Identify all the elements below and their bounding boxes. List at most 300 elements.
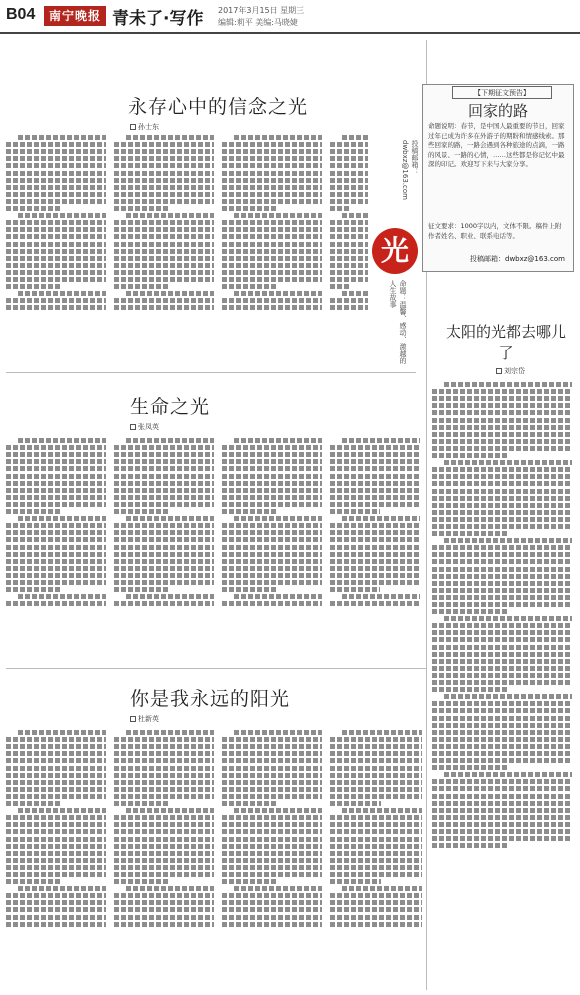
text-line	[330, 744, 422, 749]
text-line	[6, 552, 106, 557]
text-line	[222, 156, 322, 161]
text-line	[432, 602, 572, 607]
text-line	[432, 630, 572, 635]
text-line	[6, 178, 106, 183]
text-line	[6, 249, 106, 254]
text-line	[114, 220, 214, 225]
article-2-body-col2	[114, 436, 214, 662]
text-line	[222, 552, 322, 557]
text-line	[330, 815, 422, 820]
text-line	[330, 851, 422, 856]
text-line	[222, 587, 277, 592]
text-line	[114, 829, 214, 834]
email-label: 投稿邮箱：	[470, 255, 505, 263]
text-line	[6, 922, 106, 927]
text-line	[114, 481, 214, 486]
text-line	[6, 580, 106, 585]
text-line	[330, 466, 420, 471]
text-line	[114, 872, 214, 877]
text-line	[18, 135, 106, 140]
text-line	[222, 907, 322, 912]
text-line	[6, 495, 106, 500]
text-line	[126, 730, 214, 735]
text-line	[432, 581, 572, 586]
announcement-email[interactable]	[470, 254, 565, 264]
text-line	[222, 580, 322, 585]
article-2-author: 张凤英	[138, 423, 159, 431]
text-line	[222, 530, 322, 535]
text-line	[222, 481, 322, 486]
announcement-requirements: 征文要求：1000字以内，文体不限。稿件上附作者姓名、职业、联系电话等。	[428, 222, 562, 240]
text-line	[114, 199, 214, 204]
text-line	[432, 723, 572, 728]
text-line	[330, 751, 422, 756]
text-line	[432, 418, 572, 423]
article-2-byline	[130, 422, 159, 432]
text-line	[432, 637, 572, 642]
text-line	[6, 277, 106, 282]
text-line	[444, 772, 572, 777]
text-line	[444, 382, 572, 387]
byline-marker-icon	[496, 368, 502, 374]
text-line	[222, 263, 322, 268]
text-line	[222, 234, 322, 239]
text-line	[222, 270, 322, 275]
text-line	[330, 495, 420, 500]
text-line	[6, 893, 106, 898]
divider	[6, 668, 426, 669]
text-line	[6, 879, 61, 884]
text-line	[6, 829, 106, 834]
text-line	[6, 559, 106, 564]
text-line	[6, 206, 61, 211]
text-line	[432, 843, 509, 848]
text-line	[114, 502, 214, 507]
text-line	[432, 489, 572, 494]
text-line	[6, 537, 106, 542]
text-line	[6, 142, 106, 147]
badge-theme-vertical: 命题：温馨、感动、激越的人生故事	[389, 280, 407, 364]
text-line	[114, 163, 214, 168]
text-line	[222, 495, 322, 500]
text-line	[18, 438, 106, 443]
text-line	[114, 737, 214, 742]
article-3-author: 杜新英	[138, 715, 159, 723]
text-line	[234, 213, 322, 218]
text-line	[432, 829, 572, 834]
text-line	[234, 291, 322, 296]
text-line	[114, 227, 214, 232]
text-line	[234, 135, 322, 140]
text-line	[6, 284, 61, 289]
text-line	[330, 907, 422, 912]
text-line	[222, 509, 277, 514]
text-line	[114, 156, 214, 161]
article-3-title: 你是我永远的阳光	[130, 688, 291, 710]
text-line	[432, 453, 509, 458]
announcement-title: 回家的路	[467, 102, 528, 120]
text-line	[432, 801, 572, 806]
badge-email-vertical: 投稿邮箱：dwbxz@163.com	[401, 140, 419, 200]
text-line	[222, 466, 322, 471]
text-line	[330, 530, 420, 535]
text-line	[432, 389, 572, 394]
text-line	[342, 291, 368, 296]
text-line	[222, 900, 322, 905]
text-line	[114, 893, 214, 898]
text-line	[342, 594, 420, 599]
text-line	[432, 503, 572, 508]
text-line	[432, 701, 572, 706]
text-line	[234, 808, 322, 813]
text-line	[114, 459, 214, 464]
text-line	[432, 673, 572, 678]
text-line	[432, 496, 572, 501]
text-line	[6, 509, 61, 514]
editor-line: 编辑:莉平 美编:马晓婕	[218, 18, 298, 27]
text-line	[114, 552, 214, 557]
text-line	[114, 758, 214, 763]
text-line	[114, 545, 214, 550]
text-line	[6, 837, 106, 842]
text-line	[6, 915, 106, 920]
text-line	[330, 142, 368, 147]
text-line	[6, 601, 106, 606]
article-2-title: 生命之光	[130, 396, 211, 418]
text-line	[432, 524, 572, 529]
text-line	[432, 545, 572, 550]
text-line	[114, 149, 214, 154]
article-4-author: 刘宗岱	[504, 367, 525, 375]
text-line	[6, 481, 106, 486]
text-line	[114, 445, 214, 450]
text-line	[330, 305, 368, 310]
text-line	[222, 601, 322, 606]
text-line	[114, 256, 214, 261]
text-line	[6, 907, 106, 912]
text-line	[6, 220, 106, 225]
announcement-tag: 【下期征文预告】	[452, 86, 552, 99]
text-line	[114, 509, 169, 514]
text-line	[6, 305, 106, 310]
text-line	[114, 474, 214, 479]
text-line	[342, 516, 420, 521]
article-4-body	[432, 380, 572, 988]
text-line	[222, 758, 322, 763]
text-line	[114, 815, 214, 820]
text-line	[432, 687, 509, 692]
text-line	[114, 851, 214, 856]
text-line	[222, 163, 322, 168]
text-line	[6, 270, 106, 275]
text-line	[432, 659, 572, 664]
divider	[6, 372, 416, 373]
text-line	[222, 773, 322, 778]
text-line	[432, 716, 572, 721]
text-line	[114, 879, 169, 884]
text-line	[330, 801, 381, 806]
text-line	[222, 445, 322, 450]
text-line	[222, 523, 322, 528]
article-3-body-col4	[330, 728, 422, 990]
text-line	[114, 234, 214, 239]
text-line	[126, 291, 214, 296]
text-line	[222, 851, 322, 856]
text-line	[6, 758, 106, 763]
text-line	[432, 559, 572, 564]
text-line	[6, 865, 106, 870]
text-line	[432, 531, 509, 536]
text-line	[432, 552, 572, 557]
text-line	[222, 142, 322, 147]
text-line	[330, 206, 351, 211]
text-line	[222, 459, 322, 464]
article-1-body-col1	[6, 133, 106, 363]
text-line	[6, 171, 106, 176]
text-line	[432, 758, 572, 763]
text-line	[330, 844, 422, 849]
text-line	[342, 808, 422, 813]
text-line	[330, 284, 351, 289]
text-line	[222, 277, 322, 282]
text-line	[432, 751, 572, 756]
text-line	[6, 744, 106, 749]
text-line	[432, 446, 572, 451]
text-line	[330, 737, 422, 742]
text-line	[444, 460, 572, 465]
text-line	[222, 220, 322, 225]
text-line	[222, 249, 322, 254]
text-line	[222, 192, 322, 197]
text-line	[330, 587, 380, 592]
text-line	[114, 744, 214, 749]
text-line	[432, 510, 572, 515]
text-line	[222, 305, 322, 310]
text-line	[114, 171, 214, 176]
text-line	[222, 872, 322, 877]
text-line	[330, 227, 368, 232]
text-line	[432, 744, 572, 749]
text-line	[126, 438, 214, 443]
text-line	[6, 242, 106, 247]
text-line	[330, 452, 420, 457]
text-line	[330, 545, 420, 550]
text-line	[114, 530, 214, 535]
text-line	[330, 837, 422, 842]
text-line	[222, 242, 322, 247]
text-line	[330, 156, 368, 161]
text-line	[342, 438, 420, 443]
text-line	[330, 298, 368, 303]
page-code: B04	[6, 6, 36, 23]
text-line	[330, 234, 368, 239]
text-line	[330, 481, 420, 486]
text-line	[234, 730, 322, 735]
text-line	[6, 573, 106, 578]
text-line	[114, 900, 214, 905]
text-line	[114, 751, 214, 756]
section-title: 青未了·写作	[112, 9, 204, 29]
text-line	[432, 403, 572, 408]
text-line	[126, 213, 214, 218]
text-line	[114, 178, 214, 183]
text-line	[6, 163, 106, 168]
text-line	[330, 573, 420, 578]
text-line	[6, 737, 106, 742]
article-1-byline	[130, 122, 159, 132]
text-line	[114, 580, 214, 585]
text-line	[432, 467, 572, 472]
text-line	[18, 886, 106, 891]
text-line	[330, 277, 368, 282]
text-line	[222, 149, 322, 154]
text-line	[6, 263, 106, 268]
text-line	[330, 270, 368, 275]
text-line	[330, 773, 422, 778]
text-line	[114, 780, 214, 785]
text-line	[222, 915, 322, 920]
text-line	[114, 305, 214, 310]
text-line	[432, 652, 572, 657]
text-line	[114, 837, 214, 842]
text-line	[330, 780, 422, 785]
text-line	[114, 452, 214, 457]
text-line	[6, 787, 106, 792]
text-line	[342, 213, 368, 218]
text-line	[114, 601, 214, 606]
text-line	[432, 609, 509, 614]
byline-marker-icon	[130, 716, 136, 722]
article-1-author: 孙士东	[138, 123, 159, 131]
text-line	[432, 425, 572, 430]
text-line	[222, 537, 322, 542]
text-line	[432, 595, 572, 600]
text-line	[432, 574, 572, 579]
text-line	[6, 488, 106, 493]
text-line	[234, 594, 322, 599]
text-line	[6, 566, 106, 571]
text-line	[432, 439, 572, 444]
text-line	[330, 474, 420, 479]
text-line	[330, 171, 368, 176]
text-line	[6, 227, 106, 232]
text-line	[222, 474, 322, 479]
text-line	[222, 185, 322, 190]
text-line	[6, 474, 106, 479]
text-line	[222, 922, 322, 927]
text-line	[6, 149, 106, 154]
text-line	[222, 837, 322, 842]
text-line	[114, 858, 214, 863]
text-line	[114, 566, 214, 571]
text-line	[6, 822, 106, 827]
announcement-body: 命题说明：春节，是中国人最重要的节日，回家过年已成为许多在外游子的期盼和情感线索。那些回家的路，一路会遇到各种旅途的点滴，一路的风景、一路的心情，……这些都是你记忆中最深的印记。欢迎写下来与大家分享。	[428, 122, 565, 168]
text-line	[222, 737, 322, 742]
text-line	[6, 773, 106, 778]
text-line	[432, 680, 572, 685]
text-line	[330, 552, 420, 557]
text-line	[6, 872, 106, 877]
text-line	[432, 765, 509, 770]
text-line	[330, 149, 368, 154]
text-line	[330, 220, 368, 225]
article-1-body-col4	[330, 133, 368, 363]
text-line	[114, 766, 214, 771]
text-line	[114, 907, 214, 912]
byline-marker-icon	[130, 124, 136, 130]
text-line	[432, 517, 572, 522]
header-rule	[0, 32, 580, 34]
text-line	[6, 530, 106, 535]
text-line	[114, 787, 214, 792]
text-line	[6, 794, 106, 799]
text-line	[222, 298, 322, 303]
text-line	[222, 829, 322, 834]
text-line	[234, 438, 322, 443]
text-line	[330, 163, 368, 168]
text-line	[444, 694, 572, 699]
text-line	[114, 263, 214, 268]
text-line	[222, 566, 322, 571]
text-line	[6, 815, 106, 820]
article-4-byline	[496, 366, 525, 376]
article-3-byline	[130, 714, 159, 724]
text-line	[6, 445, 106, 450]
text-line	[330, 865, 422, 870]
text-line	[18, 594, 106, 599]
text-line	[6, 858, 106, 863]
text-line	[330, 509, 380, 514]
text-line	[6, 298, 106, 303]
text-line	[432, 779, 572, 784]
text-line	[222, 171, 322, 176]
text-line	[330, 893, 422, 898]
text-line	[6, 851, 106, 856]
text-line	[6, 192, 106, 197]
text-line	[330, 192, 368, 197]
article-1-title: 永存心中的信念之光	[128, 96, 309, 118]
email-address[interactable]: dwbxz@163.com	[505, 255, 565, 263]
text-line	[330, 601, 420, 606]
text-line	[330, 787, 422, 792]
text-line	[432, 623, 572, 628]
text-line	[330, 199, 368, 204]
text-line	[222, 780, 322, 785]
text-line	[114, 277, 214, 282]
text-line	[114, 270, 214, 275]
text-line	[330, 256, 368, 261]
text-line	[222, 865, 322, 870]
text-line	[114, 185, 214, 190]
text-line	[6, 523, 106, 528]
text-line	[234, 886, 322, 891]
text-line	[126, 594, 214, 599]
article-3-body-col1	[6, 728, 106, 990]
text-line	[432, 786, 572, 791]
text-line	[432, 815, 572, 820]
text-line	[114, 206, 169, 211]
text-line	[432, 645, 572, 650]
text-line	[222, 844, 322, 849]
text-line	[6, 766, 106, 771]
text-line	[330, 242, 368, 247]
text-line	[330, 900, 422, 905]
text-line	[222, 488, 322, 493]
text-line	[432, 432, 572, 437]
text-line	[330, 445, 420, 450]
text-line	[222, 178, 322, 183]
text-line	[330, 185, 368, 190]
